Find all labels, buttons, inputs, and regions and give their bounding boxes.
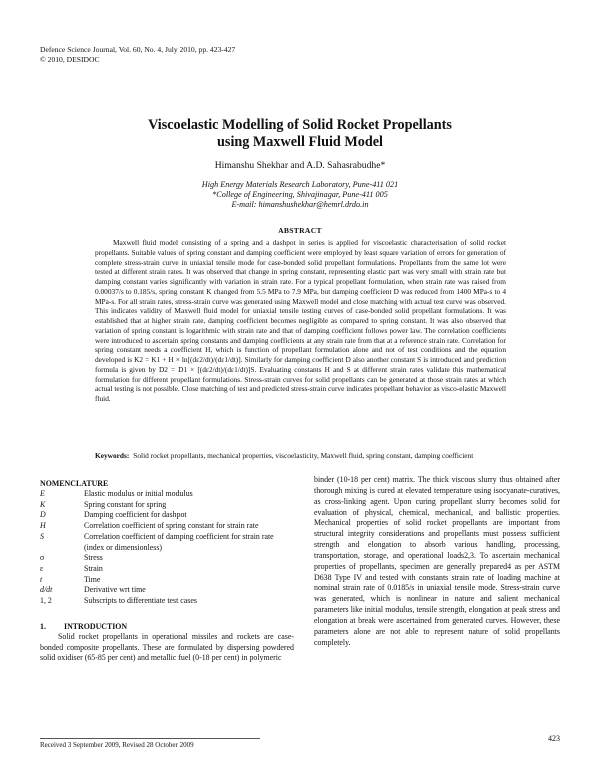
nomenclature-symbol: ε [40,563,44,573]
affiliation-2: *College of Engineering, Shivajinagar, Pune-411 005 [212,190,388,200]
nomenclature-item [40,575,294,586]
nomenclature-item [40,596,294,607]
nomenclature-symbol: σ [40,553,45,563]
nomenclature-symbol: E [40,489,45,498]
nomenclature-definition: Correlation coefficient of spring constant for strain rate [84,521,259,531]
nomenclature-definition: Derivative wrt time [84,585,146,595]
nomenclature-list [40,489,294,607]
section-heading-introduction [40,621,294,632]
keywords-text: Solid rocket propellants, mechanical properties, viscoelasticity, Maxwell fluid, spring constant, damping coefficient [133,451,474,460]
nomenclature-definition: Stress [84,553,103,563]
affiliations [40,180,560,211]
nomenclature-item [40,553,294,564]
nomenclature-definition: Strain [84,563,103,573]
nomenclature-definition: Spring constant for spring [84,499,167,509]
copyright-line: © 2010, DESIDOC [40,55,100,64]
nomenclature-symbol: t [40,574,43,584]
author-email: E-mail: himanshushekhar@hemrl.drdo.in [231,200,369,210]
nomenclature-symbol: H [40,521,46,531]
received-date: Received 3 September 2009, Revised 28 October 2009 [40,741,194,749]
nomenclature-definition: Correlation coefficient of damping coefficient for strain rate (index or dimensionless) [84,531,274,552]
keywords [95,451,506,461]
page-number: 423 [548,734,560,743]
nomenclature-symbol: 1, 2 [40,596,52,606]
nomenclature-heading: NOMENCLATURE [40,479,109,488]
keywords-label: Keywords: [95,451,130,460]
nomenclature-item [40,521,294,532]
section-number: 1. [40,621,46,631]
nomenclature-symbol: d/dt [40,585,53,595]
paper-title [40,117,560,151]
nomenclature-item [40,532,294,553]
affiliation-1: High Energy Materials Research Laboratory, Pune-411 021 [201,180,399,189]
abstract-text: Maxwell fluid model consisting of a spring and a dashpot in series is applied for viscoelastic characterisation of solid rocket propellants. Suitable values of spring constant and damping coefficient were employed by least square variation of errors for generation of complete stress-strain curve in uniaxial tensile mode for case-bonded solid propellant formulations. Propellants from the same lot were tested at different strain rates. It was observed that change in spring constant, representing elastic part was very small with strain rate but damping constant varies significantly with variation in strain rate. For a typical propellant formulation, when strain rate was raised from 0.00037/s to 0.185/s, spring constant K changed from 5.5 MPa to 7.9 MPa, but damping coefficient D was reduced from 1400 MPa-s to 4 MPa-s. For all strain rates, stress-strain curve was generated using Maxwell model and close matching with actual test curve was observed. This indicates validity of Maxwell fluid model for uniaxial tensile testing curves of case-bonded solid propellant formulations. It was established that at higher strain rate, damping coefficient becomes negligible as compared to spring constant. It was also observed that variation of spring constant is logarithmic with strain rate and that of damping coefficient follows power law. The correlation coefficients were introduced to ascertain spring constants and damping coefficients at any strain rate from that at a reference strain rate. Correlation for spring constant needs a coefficient H, which is function of propellant formulation alone and not of test conditions and the equation developed is K2 = K1 + H × ln[(dε2/dt)/(dε1/dt)]. Similarly for damping coefficient D also another constant S is introduced and prediction formula is given by D2 = D1 × [(dε2/dt)/(dε1/dt)]S. Evaluating constants H and S at different strain rates validate this mathematical formulation for different propellant formulations. Stress-strain curves for solid propellants can be generated at those strain rates at which actual testing is not possible. Close matching of test and predicted stress-strain curve indicates propellant behavior as visco-elastic Maxwell fluid. [95,238,506,403]
nomenclature-item [40,500,294,511]
abstract-body [95,238,506,404]
section-title: INTRODUCTION [64,621,128,631]
nomenclature-definition: Elastic modulus or initial modulus [84,489,193,498]
nomenclature-symbol: D [40,510,46,520]
title-line-1: Viscoelastic Modelling of Solid Rocket Propellants [148,117,452,133]
nomenclature-item [40,585,294,596]
nomenclature-symbol: K [40,499,46,509]
abstract-heading: ABSTRACT [278,226,322,235]
nomenclature-definition: Damping coefficient for dashpot [84,510,187,520]
nomenclature-item [40,564,294,575]
nomenclature-definition: Subscripts to differentiate test cases [84,596,197,606]
introduction-paragraph: Solid rocket propellants in operational missiles and rockets are case-bonded composite propellants. These are formulated by dispersing powdered solid oxidiser (65-85 per cent) and metallic fuel (0-18 per cent) in polymeric [40,631,294,663]
right-column-paragraph: binder (10-18 per cent) matrix. The thick viscous slurry thus obtained after thorough mixing is cured at elevated temperature using isocyanate-curatives, as cross-linking agent. Upon curing propellant slurry becomes solid for evaluation of physical, chemical, mechanical, and ballistic properties. Mechanical properties of solid rocket propellants are important from structural integrity considerations and propellants must possess sufficient strength and elongation to absorb various handling, processing, transportation, storage, and operational loads2,3. To ascertain mechanical properties of propellants, specimen are generally prepared4 as per ASTM D638 Type IV and tested with constants strain rate of loading machine at nominal strain rate of 0.0185/s in uniaxial tensile mode. Stress-strain curve was generated, which is nonlinear in nature and salient mechanical parameters like initial modulus, tensile strength, elongation at peak stress and elongation at break were ascertained from generated curves. However, these parameters alone are not able to represent nature of solid propellants completely. [314,475,560,647]
left-column [40,478,294,664]
nomenclature-item [40,489,294,500]
journal-header [40,45,235,65]
author-list: Himanshu Shekhar and A.D. Sahasrabudhe* [214,160,386,171]
nomenclature-symbol: S [40,531,44,541]
title-line-2: using Maxwell Fluid Model [217,134,383,150]
nomenclature-item [40,510,294,521]
journal-citation: Defence Science Journal, Vol. 60, No. 4, July 2010, pp. 423-427 [40,45,236,54]
nomenclature-definition: Time [84,574,101,584]
footer-rule [40,738,260,739]
